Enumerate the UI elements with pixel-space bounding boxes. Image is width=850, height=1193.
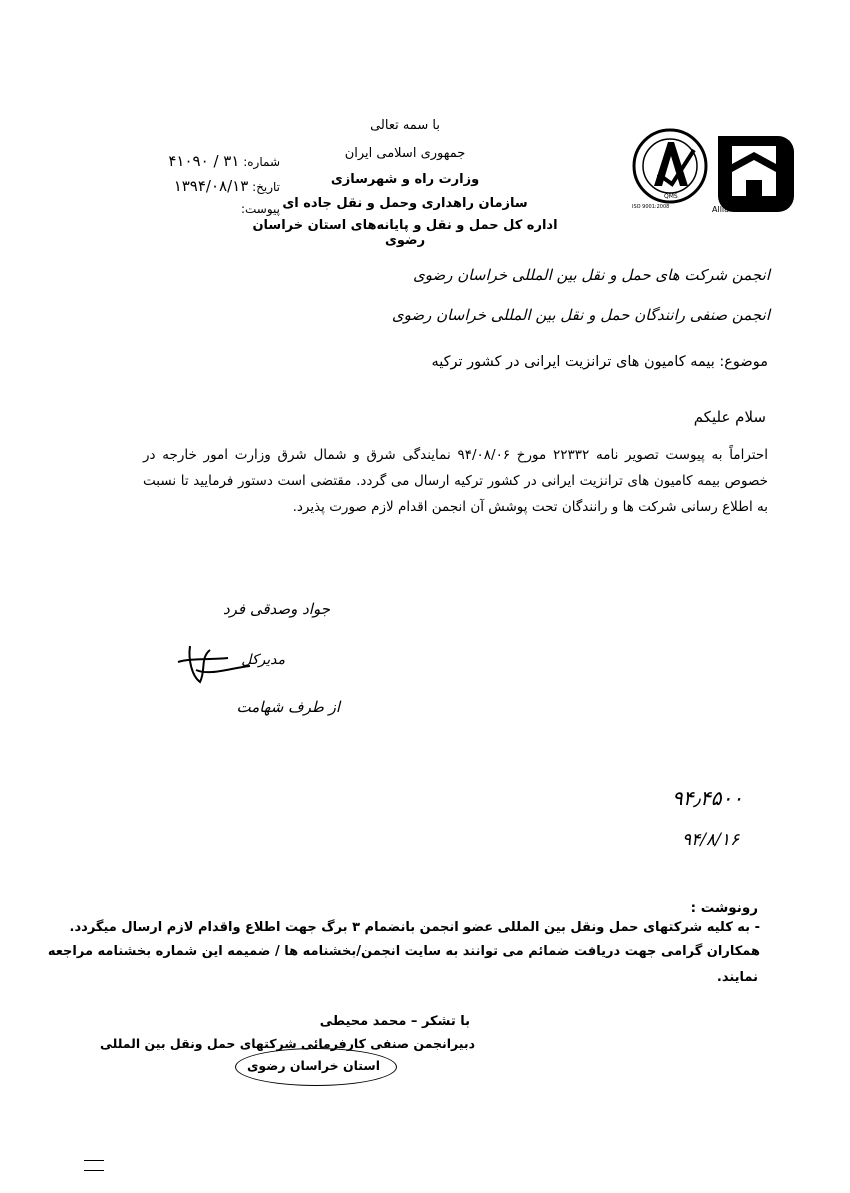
signer-title: مدیرکل (241, 652, 285, 668)
letter-attachment (215, 202, 280, 216)
organization-logo (628, 126, 798, 216)
signer-stamp-outline (235, 1048, 397, 1086)
cc-line-2: همکاران گرامی جهت دریافت ضمائم می توانند به سایت انجمن/بخشنامه ها / ضمیمه این شماره بخشنامه مراجعه (47, 944, 760, 959)
logo-seal-year: ISO 9001:2008 (632, 204, 670, 210)
footer-divider (84, 1160, 104, 1161)
logo-seal-text: QMS (664, 193, 678, 200)
organization-name: سازمان راهداری وحمل و نقل جاده ای (282, 196, 528, 211)
recipient-2: انجمن صنفی رانندگان حمل و نقل بین المللی خراسان رضوی (391, 306, 770, 324)
letter-number (140, 152, 280, 170)
handwritten-ref-date: ۹۴/۸/۱۶ (682, 830, 740, 850)
office-name: اداره کل حمل و نقل و پایانه‌های استان خراسان رضوی (252, 218, 558, 248)
number-value: ۳۱ / ۴۱۰۹۰ (168, 152, 240, 170)
basmala: با سمه تعالی (370, 118, 440, 133)
date-value: ۱۳۹۴/۰۸/۱۳ (173, 177, 249, 195)
number-label: شماره: (243, 155, 280, 169)
footer-divider (84, 1170, 104, 1171)
handwritten-ref-number: ۹۴٫۴۵۰۰ (672, 786, 743, 810)
cc-signer-line-2: استان خراسان رضوی (246, 1058, 380, 1073)
logo-caption: Alliance (712, 205, 744, 214)
date-label: تاریخ: (252, 180, 280, 194)
cc-line-1: - به کلیه شرکتهای حمل ونقل بین المللی عضو انجمن بانضمام ۳ برگ جهت اطلاع واقدام لازم ارسال میگردد. (69, 920, 760, 935)
cc-heading: رونوشت : (690, 900, 758, 916)
letter-body: احتراماً به پیوست تصویر نامه ۲۲۳۳۲ مورخ ۹۴/۰۸/۰۶ نمایندگی شرق و شمال شرق وزارت امور خارجه در خصوص بیمه کامیون های ترانزیت ایرانی در کشور ترکیه ارسال می گردد. مقتضی است دستور فرمایید تا نسبت به اطلاع رسانی شرکت ها و رانندگان تحت پوشش آن انجمن اقدام لازم صورت پذیرد. (143, 447, 768, 515)
cc-line-3: نمایند. (716, 970, 758, 985)
subject-line: موضوع: بیمه کامیون های ترانزیت ایرانی در کشور ترکیه (431, 354, 768, 370)
recipient-1: انجمن شرکت های حمل و نقل بین المللی خراسان رضوی (413, 266, 770, 284)
country-name: جمهوری اسلامی ایران (344, 146, 466, 161)
signer-name: جواد وصدقی فرد (222, 600, 330, 618)
cc-thanks: با تشکر – محمد محیطی (319, 1014, 470, 1029)
attachment-label: پیوست: (240, 202, 280, 216)
letter-date (130, 177, 280, 195)
greeting: سلام علیکم (693, 408, 766, 426)
ministry-name: وزارت راه و شهرسازی (330, 172, 480, 187)
logo-emblem-icon (628, 126, 798, 216)
cc-signer-line-1: دبیرانجمن صنفی کارفرمائی شرکتهای حمل ونقل بین المللی (99, 1036, 475, 1051)
signer-on-behalf: از طرف شهامت (236, 698, 340, 716)
